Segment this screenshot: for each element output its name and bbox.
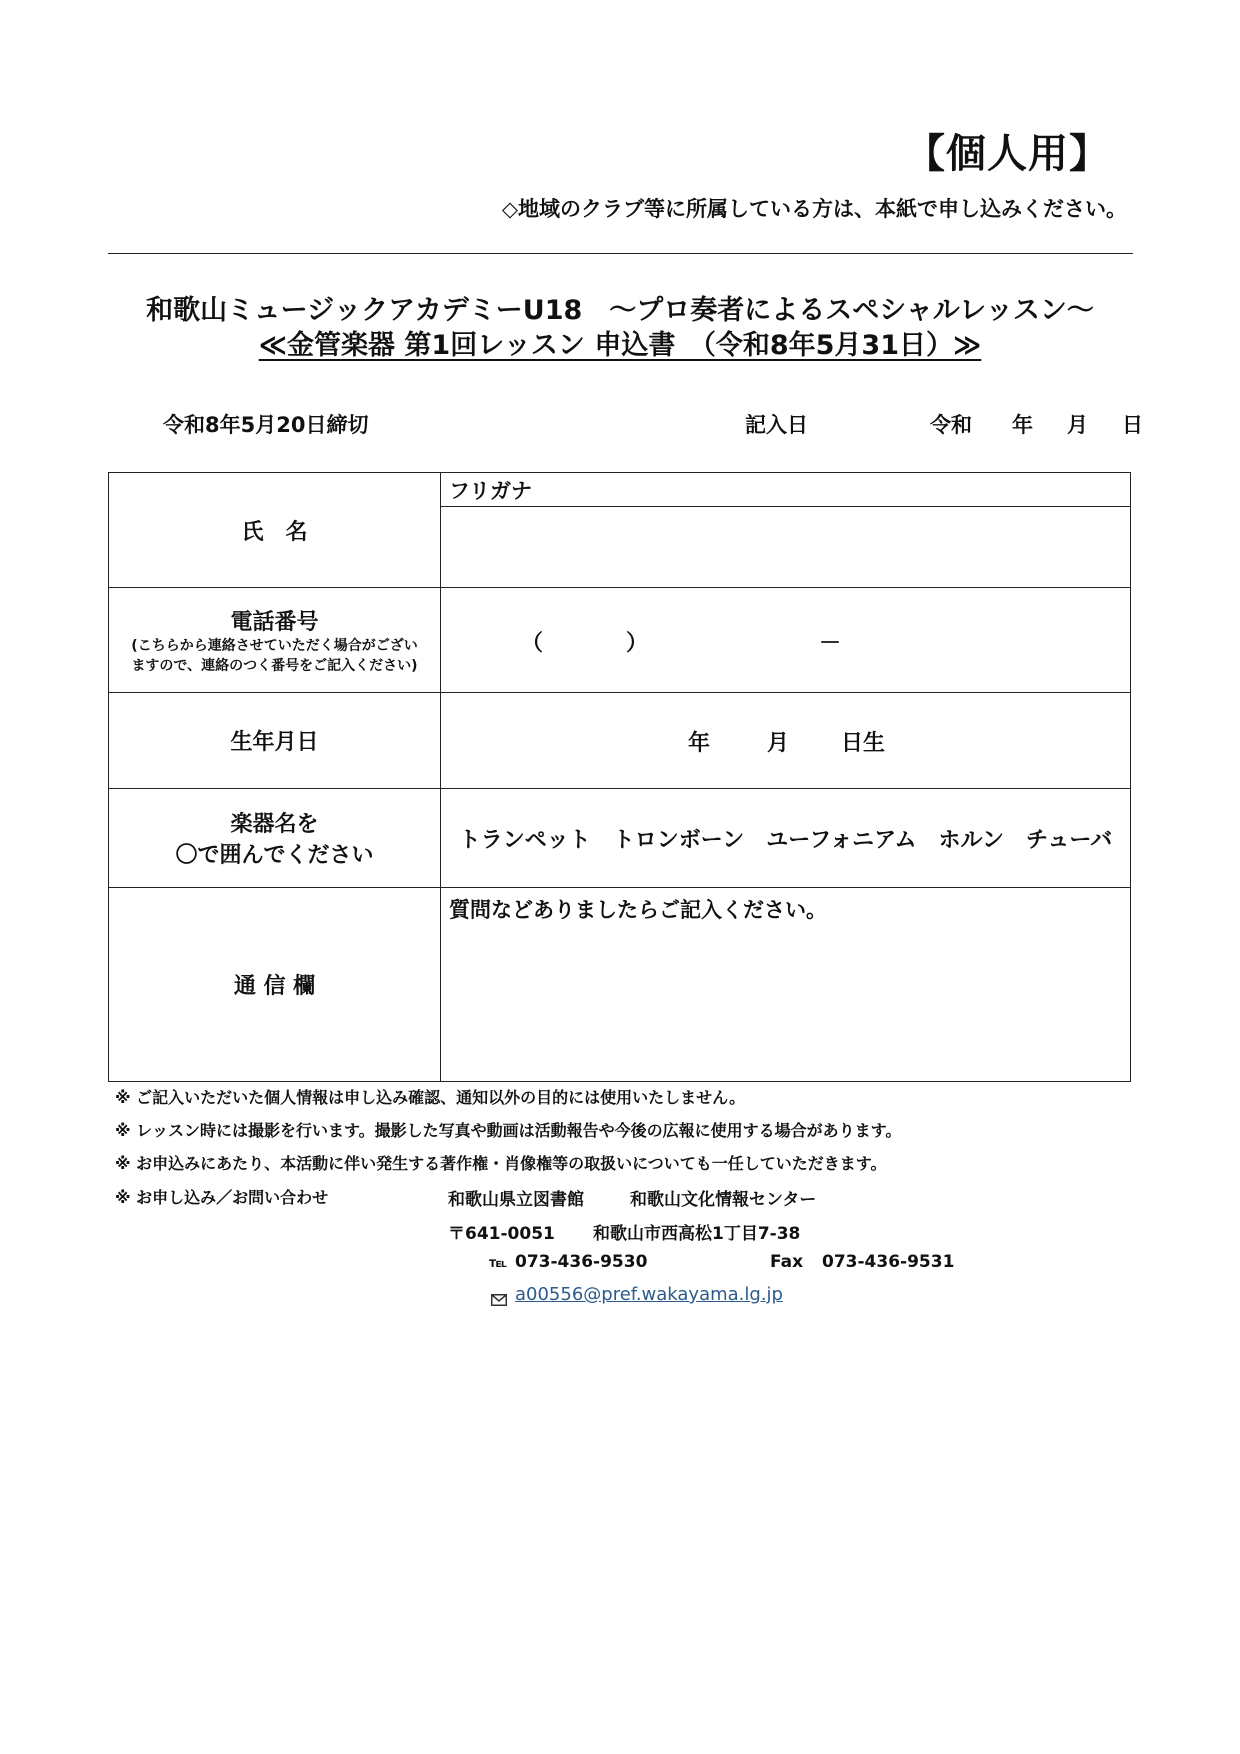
birth-field[interactable] <box>441 693 1131 789</box>
instrument-label-cell <box>109 789 441 888</box>
contact-org2: 和歌山文化情報センター <box>630 1190 817 1210</box>
phone-note-line1: (こちらから連絡させていただく場合がござい <box>131 637 418 654</box>
entry-date-day: 日 <box>1122 413 1143 437</box>
phone-open-paren: （ <box>521 631 544 656</box>
name-label-cell <box>109 473 441 588</box>
furigana-field[interactable] <box>441 473 1131 507</box>
contact-org1: 和歌山県立図書館 <box>448 1190 584 1210</box>
birth-label: 生年月日 <box>230 730 319 755</box>
phone-dash: － <box>819 631 842 656</box>
birth-month: 月 <box>767 731 790 756</box>
note-copyright: ※ お申込みにあたり、本活動に伴い発生する著作権・肖像権等の取扱いについても一任していただきます。 <box>115 1154 887 1173</box>
instrument-list: トランペット トロンボーン ユーフォニアム ホルン チューバ <box>458 827 1113 853</box>
note-photography: ※ レッスン時には撮影を行います。撮影した写真や動画は活動報告や今後の広報に使用する場合があります。 <box>115 1121 902 1140</box>
phone-label: 電話番号 <box>230 609 319 635</box>
contact-fax: 073-436-9531 <box>822 1252 955 1272</box>
instrument-label-line2: 〇で囲んでください <box>175 843 374 868</box>
comm-label-cell <box>109 888 441 1082</box>
contact-tel: 073-436-9530 <box>515 1252 648 1272</box>
note-privacy: ※ ご記入いただいた個人情報は申し込み確認、通知以外の目的には使用いたしません。 <box>115 1088 746 1107</box>
document-subtitle-text: ≪金管楽器 第1回レッスン 申込書 （令和8年5月31日）≫ <box>258 330 982 361</box>
contact-address: 和歌山市西高松1丁目7-38 <box>593 1224 801 1244</box>
furigana-label: フリガナ <box>449 478 532 503</box>
tel-label: ℡ <box>489 1255 507 1271</box>
form-type-badge: 【個人用】 <box>905 131 1110 177</box>
phone-label-cell <box>109 588 441 693</box>
note-contact-heading: ※ お申し込み／お問い合わせ <box>115 1188 329 1207</box>
name-field[interactable] <box>441 507 1131 588</box>
instrument-label-line1: 楽器名を <box>230 812 319 837</box>
comm-hint: 質問などありましたらご記入ください。 <box>449 898 827 922</box>
application-form <box>108 472 1131 1082</box>
membership-note: ◇地域のクラブ等に所属している方は、本紙で申し込みください。 <box>501 197 1127 221</box>
header-divider <box>108 253 1133 254</box>
document-subtitle <box>0 323 1240 362</box>
phone-note-line2: ますので、連絡のつく番号をご記入ください) <box>131 657 418 674</box>
entry-date-month: 月 <box>1067 413 1088 437</box>
entry-date <box>745 409 1143 439</box>
deadline-text: 令和8年5月20日締切 <box>163 413 369 437</box>
birth-day: 日生 <box>841 731 886 756</box>
birth-label-cell <box>109 693 441 789</box>
document-title: 和歌山ミュージックアカデミーU18 ～プロ奏者によるスペシャルレッスン～ <box>146 295 1094 326</box>
comm-field[interactable] <box>441 888 1131 1082</box>
fax-label: Fax <box>770 1252 804 1272</box>
entry-date-label: 記入日 <box>745 413 808 437</box>
instrument-options[interactable] <box>441 789 1131 888</box>
name-label: 氏 名 <box>241 519 308 545</box>
comm-label: 通 信 欄 <box>233 974 316 999</box>
entry-date-era: 令和 <box>930 413 972 437</box>
entry-date-year: 年 <box>1012 413 1033 437</box>
birth-year: 年 <box>688 731 711 756</box>
phone-close-paren: ） <box>626 631 649 656</box>
contact-postal: 〒641-0051 <box>448 1224 555 1244</box>
envelope-icon <box>491 1291 507 1310</box>
email-link[interactable]: a00556@pref.wakayama.lg.jp <box>515 1284 783 1305</box>
phone-field[interactable] <box>441 588 1131 693</box>
